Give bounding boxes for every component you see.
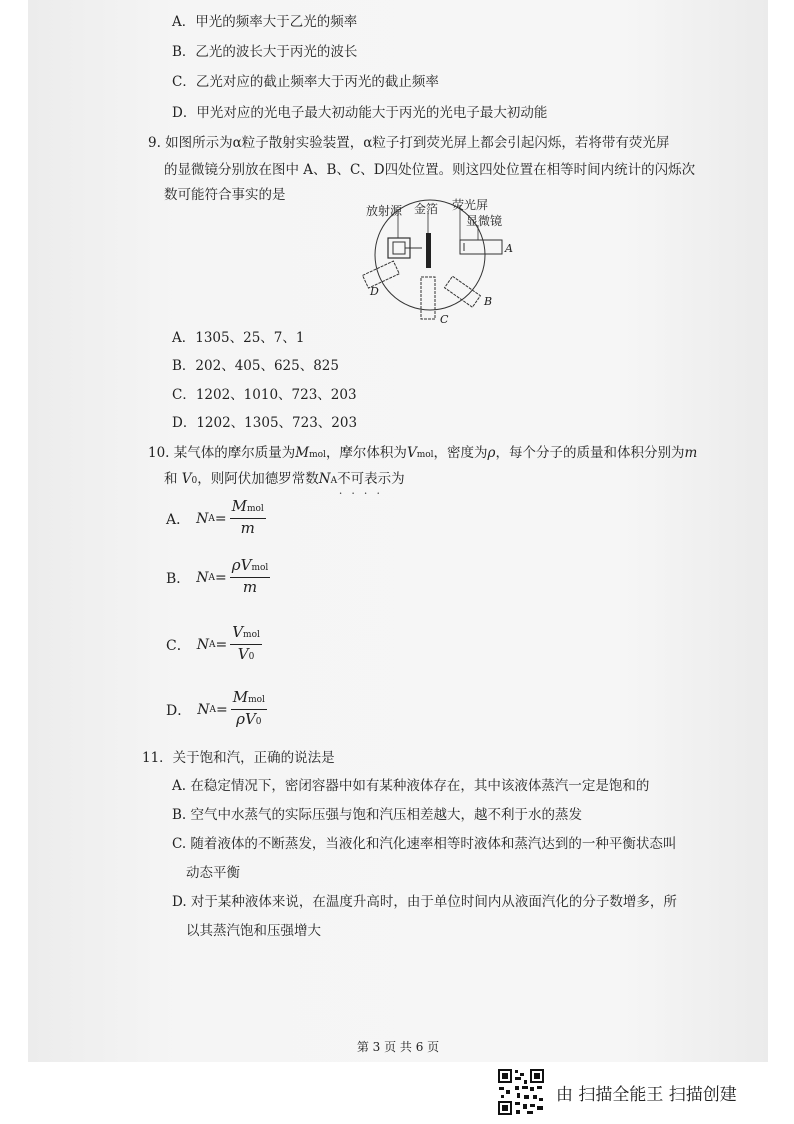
q11-option-d-line1: D. 对于某种液体来说，在温度升高时，由于单位时间内从液面汽化的分子数增多，所 [172, 894, 677, 910]
numerator-sub: mol [248, 695, 265, 705]
fraction [230, 556, 271, 599]
q9-stem-line2: 的显微镜分别放在图中 A、B、C、D四处位置。则这四处位置在相等时间内统计的闪烁次 [164, 162, 696, 178]
q10-NA: N [318, 471, 331, 487]
q10-m: m [684, 445, 698, 461]
option-label: B． [166, 570, 191, 587]
fraction [230, 623, 262, 666]
equals: = [214, 510, 227, 527]
numerator-sub: mol [246, 504, 264, 514]
q10-A-sub: A [330, 476, 338, 486]
numerator: M [231, 497, 247, 515]
denominator: m [240, 519, 255, 537]
q10-V: V [406, 445, 417, 461]
numerator-sub: mol [243, 630, 260, 640]
q10-stem-line1 [148, 444, 697, 464]
q11-option-b: B. 空气中水蒸气的实际压强与饱和汽压相差越大，越不利于水的蒸发 [172, 807, 583, 823]
label-foil: 金箔 [414, 202, 439, 216]
label-c: C [440, 313, 449, 326]
fraction [230, 497, 266, 540]
label-a: A [505, 242, 513, 255]
q8-option-c: C．乙光对应的截止频率大于丙光的截止频率 [172, 74, 439, 90]
q9-stem-line3: 数可能符合事实的是 [164, 187, 286, 203]
q10-rho: ρ [487, 445, 496, 461]
lhs: N [196, 569, 209, 586]
q9-option-c: C．1202、1010、723、203 [172, 387, 357, 403]
q9-option-d: D．1202、1305、723、203 [172, 415, 358, 431]
denominator-sub: 0 [248, 652, 255, 662]
equals: = [215, 636, 228, 653]
q10-option-d [166, 688, 267, 731]
denominator: V [237, 645, 249, 663]
lhs-sub: A [208, 513, 215, 524]
lhs-sub: A [208, 639, 216, 650]
numerator: M [232, 688, 249, 706]
option-label: C． [166, 637, 191, 654]
q10-text-b: ，摩尔体积为 [325, 445, 407, 461]
q10-emphasis: 不可表示为 • • • • [337, 471, 405, 487]
label-screen: 荧光屏 [452, 198, 489, 212]
q10-option-a [166, 497, 266, 540]
label-b: B [484, 295, 493, 308]
q10-text-d: ，每个分子的质量和体积分别为 [495, 445, 685, 461]
q9-option-a: A．1305、25、7、1 [172, 330, 305, 346]
lhs-sub: A [208, 572, 216, 583]
q10-text-e: 和 [164, 471, 178, 487]
lhs: N [196, 636, 209, 653]
numerator: V [232, 623, 244, 641]
page-number: 第 3 页 共 6 页 [356, 1040, 440, 1054]
q11-option-a: A. 在稳定情况下，密闭容器中如有某种液体存在，其中该液体蒸汽一定是饱和的 [172, 778, 650, 794]
option-label: D． [166, 702, 192, 719]
label-d: D [370, 285, 379, 298]
fraction [231, 688, 267, 731]
alpha-scattering-figure [360, 195, 520, 330]
q10-zero-sub: 0 [191, 476, 198, 486]
q8-option-a: A．甲光的频率大于乙光的频率 [172, 14, 358, 30]
scanner-watermark: 由 扫描全能王 扫描创建 [556, 1085, 737, 1105]
q10-V0: V [181, 471, 192, 487]
lhs: N [197, 701, 210, 718]
option-label: A． [166, 511, 191, 528]
q11-stem: 11．关于饱和汽，正确的说法是 [142, 750, 335, 766]
lhs: N [196, 510, 209, 527]
q8-option-b: B．乙光的波长大于丙光的波长 [172, 44, 358, 60]
q10-option-c [166, 623, 262, 666]
label-source: 放射源 [366, 204, 403, 218]
q10-M: M [295, 445, 310, 461]
numerator-sub: mol [251, 563, 269, 573]
equals: = [215, 569, 227, 586]
q10-text-f: ，则阿伏加德罗常数 [197, 471, 319, 487]
denominator: ρV [236, 710, 256, 728]
q8-option-d: D．甲光对应的光电子最大初动能大于丙光的光电子最大初动能 [172, 105, 548, 121]
q10-mol-sub1: mol [309, 450, 326, 460]
denominator: m [242, 578, 258, 596]
equals: = [215, 701, 228, 718]
q10-option-b [166, 556, 270, 599]
q10-text-a: 10. 某气体的摩尔质量为 [148, 445, 296, 461]
qr-code-icon [497, 1068, 545, 1116]
denominator-sub: 0 [255, 717, 262, 727]
numerator: ρV [231, 556, 252, 574]
q9-stem-line1: 9. 如图所示为α粒子散射实验装置，α粒子打到荧光屏上都会引起闪烁，若将带有荧光屏 [148, 135, 670, 151]
q10-mol-sub2: mol [416, 450, 434, 460]
q11-option-c-line2: 动态平衡 [186, 865, 240, 881]
label-microscope: 显微镜 [466, 214, 503, 228]
q10-text-c: ，密度为 [433, 445, 488, 461]
q9-option-b: B．202、405、625、825 [172, 358, 339, 374]
q10-stem-line2 [164, 470, 405, 490]
q11-option-c-line1: C. 随着液体的不断蒸发，当液化和汽化速率相等时液体和蒸汽达到的一种平衡状态叫 [172, 836, 677, 852]
lhs-sub: A [209, 704, 216, 715]
q11-option-d-line2: 以其蒸汽饱和压强增大 [186, 923, 321, 939]
